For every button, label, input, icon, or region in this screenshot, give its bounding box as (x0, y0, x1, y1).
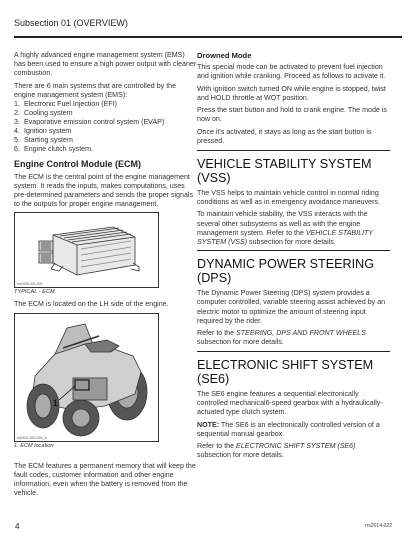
ecm-module-illustration (15, 213, 158, 287)
dps-reference-link: STEERING, DPS AND FRONT WHEELS (236, 329, 366, 338)
section-divider (197, 351, 390, 352)
figure-code: rrs2009-021-001 (17, 282, 43, 287)
se6-paragraph: Refer to the ELECTRONIC SHIFT SYSTEM (SE6) subsection for more details. (197, 442, 356, 460)
figure-caption: 1. ECM location (14, 443, 54, 449)
section-divider (197, 150, 390, 151)
ecm-location-text: The ECM is located on the LH side of the engine. (14, 300, 169, 309)
drowned-paragraph: This special mode can be activated to prevent fuel injection and ignition while cranking. Proceed as follows to activate it. (197, 63, 386, 81)
ecm-heading: Engine Control Module (ECM) (14, 158, 141, 169)
figure-caption: TYPICAL - ECM (14, 289, 55, 296)
section-title: Subsection 01 (OVERVIEW) (14, 18, 128, 28)
page-number: 4 (15, 522, 20, 531)
list-item: 4. Ignition system (14, 127, 72, 136)
callout-number: 1 (53, 398, 59, 408)
drowned-paragraph: With ignition switch turned ON while engine is stopped, twist and HOLD throttle at WOT position. (197, 84, 386, 102)
list-item: 2. Cooling system (14, 109, 73, 118)
dps-paragraph: Refer to the STEERING, DPS AND FRONT WHEELS subsection for more details. (197, 329, 366, 347)
list-item: 6. Engine clutch system. (14, 145, 93, 154)
systems-intro: There are 6 main systems that are controlled by the engine management system (EMS): (14, 81, 177, 99)
document-code: rrs2014-022 (365, 523, 392, 529)
se6-paragraph: The SE6 engine features a sequential electronically controlled mechanical6-speed gearbox with a hydraulically-actuated type clutch system. (197, 389, 383, 417)
se6-note: NOTE: The SE6 is an electronically controlled version of a sequential manual gearbox. (197, 420, 380, 438)
ecm-memory-text: The ECM features a permanent memory that will keep the fault codes, customer information and other engine information, even when the battery is removed from the vehicle. (14, 462, 196, 498)
drowned-paragraph: Press the start button and hold to crank engine. The mode is now on. (197, 106, 387, 124)
dps-paragraph: The Dynamic Power Steering (DPS) system provides a computer controlled, variable steering assist achieved by an electric motor to optimize the amount of steering input required by the rider. (197, 289, 386, 325)
systems-list (14, 100, 197, 155)
header-divider (14, 36, 402, 38)
list-item: 1. Electronic Fuel Injection (EFI) (14, 99, 118, 108)
vehicle-figure (14, 313, 159, 442)
se6-heading: ELECTRONIC SHIFT SYSTEM (SE6) (197, 357, 374, 386)
left-column (14, 51, 197, 502)
dps-heading: DYNAMIC POWER STEERING (DPS) (197, 257, 375, 286)
vss-heading: VEHICLE STABILITY SYSTEM (VSS) (197, 156, 372, 185)
list-item: 5. Starting system (14, 136, 73, 145)
vss-paragraph: To maintain vehicle stability, the VSS interacts with the several other subsystems as well as with the engine management system. Refer to the VEHICLE STABILITY SYSTEM (VSS) subsection for more details. (197, 210, 373, 246)
section-divider (197, 250, 390, 251)
note-label: NOTE: (197, 420, 220, 429)
se6-reference-link: ELECTRONIC SHIFT SYSTEM (SE6) (236, 442, 356, 451)
figure-code: rrs2011-002-001_a (17, 436, 47, 440)
ecm-description: The ECM is the central point of the engine management system. It reads the inputs, makes computations, uses pre-determined parameters and sends the proper signals to the outputs for proper engine management. (14, 172, 194, 208)
vss-paragraph: The VSS helps to maintain vehicle control in normal riding conditions as well as in emergency avoidance maneuvers. (197, 188, 380, 206)
ecm-figure (14, 212, 159, 288)
drowned-mode-heading: Drowned Mode (197, 51, 252, 60)
intro-paragraph: A highly advanced engine management system (EMS) has been used to ensure a high power output with cleaner combustion. (14, 51, 197, 78)
right-column (197, 51, 390, 464)
page-header (14, 18, 402, 34)
vehicle-illustration (15, 314, 158, 441)
list-item: 3. Evaporative emission control system (EVAP) (14, 118, 165, 127)
drowned-paragraph: Once it's activated, it stays as long as the start button is pressed. (197, 128, 372, 146)
vss-reference-link: VEHICLE STABILITY SYSTEM (VSS) (197, 228, 373, 246)
